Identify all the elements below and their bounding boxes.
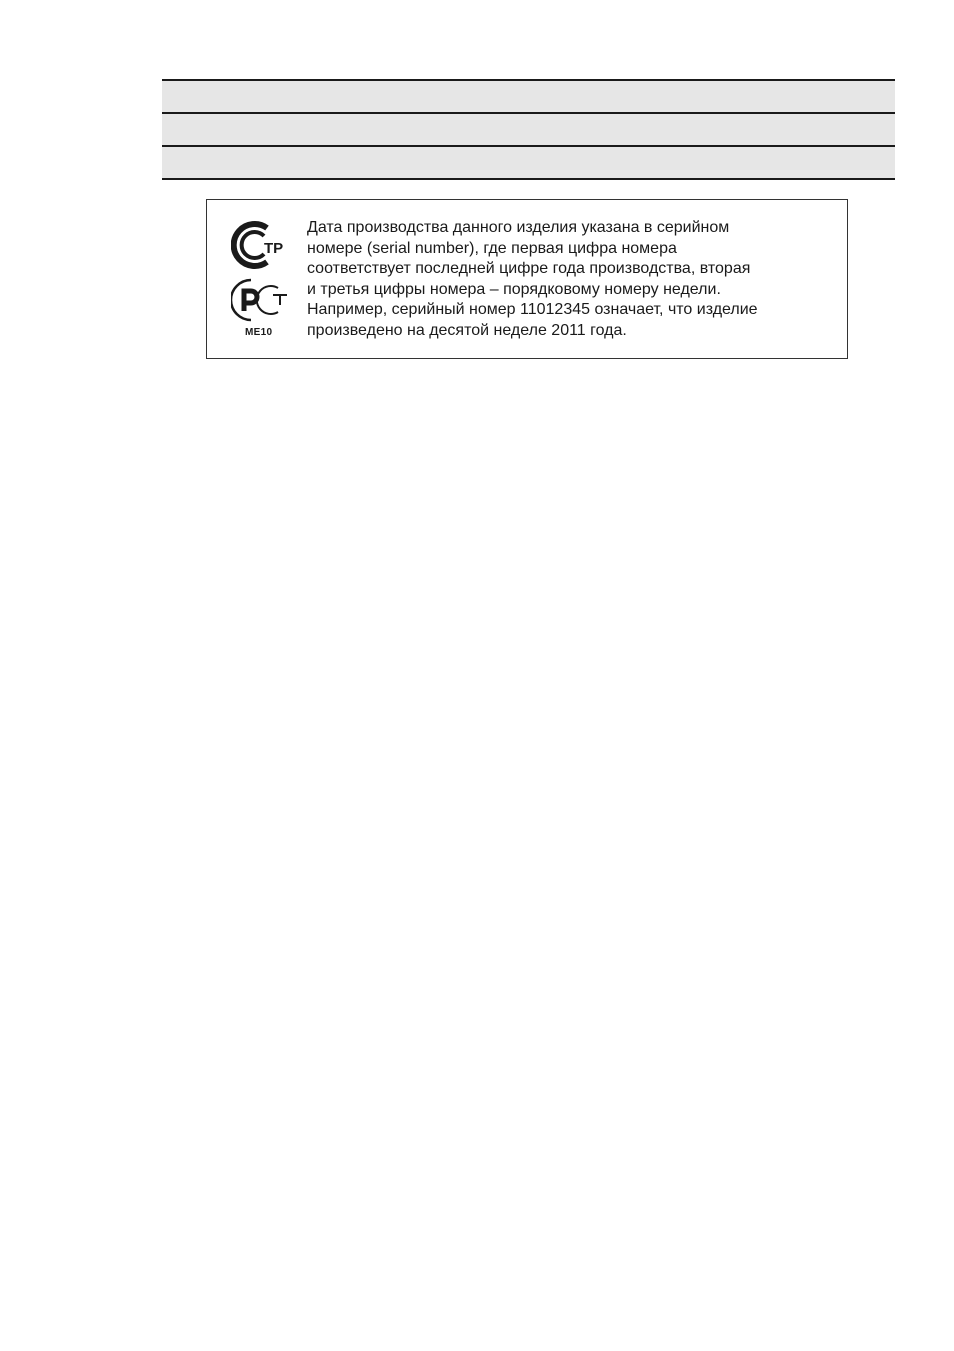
header-row: [162, 147, 895, 180]
header-table: [162, 79, 895, 180]
manufacture-date-notice: [206, 199, 848, 359]
certification-code: ME10: [245, 327, 273, 338]
notice-line: номере (serial number), где первая цифра номера: [307, 239, 677, 257]
pct-certification-icon: [231, 278, 291, 324]
notice-line: и третья цифры номера – порядковому номеру недели.: [307, 280, 721, 298]
notice-line: Например, серийный номер 11012345 означает, что изделие: [307, 301, 758, 318]
header-row: [162, 114, 895, 147]
svg-text:ТР: ТР: [264, 240, 284, 257]
notice-line: Дата производства данного изделия указана в серийном: [307, 219, 730, 236]
certification-marks: [231, 220, 291, 345]
notice-text: [307, 218, 837, 341]
header-row: [162, 81, 895, 114]
notice-line: соответствует последней цифре года производства, вторая: [307, 260, 751, 277]
ctr-certification-icon: [231, 220, 291, 270]
notice-line: произведено на десятой неделе 2011 года.: [307, 321, 627, 339]
